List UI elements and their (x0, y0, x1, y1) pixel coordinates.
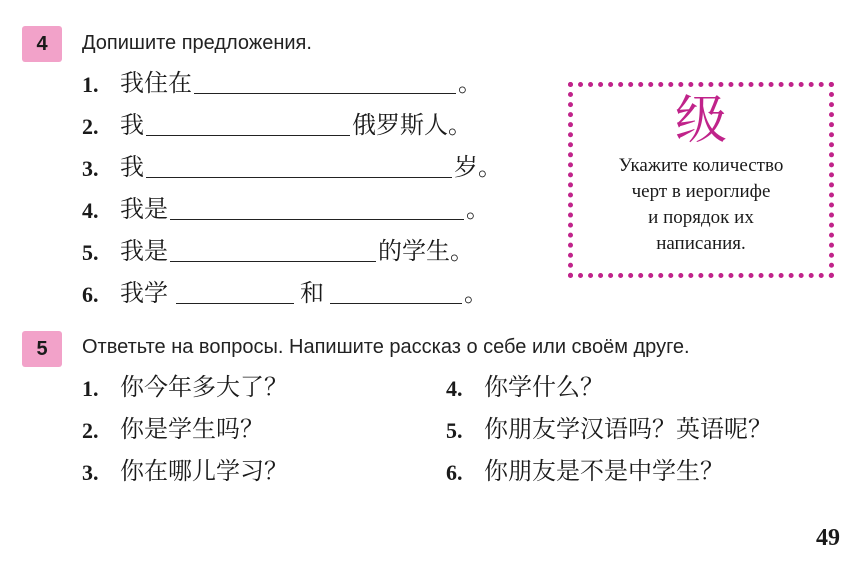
answer-blank[interactable] (146, 155, 452, 178)
item-number: 2. (82, 114, 99, 139)
item-number: 4. (82, 198, 99, 223)
question-number: 2. (82, 418, 99, 443)
question-text: 你今年多大了？ (120, 373, 288, 401)
question-text: 你学什么？ (484, 373, 604, 401)
item-number: 5. (82, 240, 99, 265)
note-line: и порядок их (648, 207, 754, 228)
answer-blank[interactable] (146, 113, 350, 136)
item-text-pre: 我 (120, 111, 144, 139)
question-text: 你朋友学汉语吗？英语呢？ (484, 415, 772, 443)
item-text-post: 。 (464, 279, 488, 307)
item-text-pre: 我住在 (120, 69, 192, 97)
ex5-question-3 (82, 454, 288, 486)
answer-blank[interactable] (176, 281, 294, 304)
answer-blank[interactable] (170, 239, 376, 262)
item-text-pre: 我学 (120, 279, 168, 307)
ex5-question-4 (446, 370, 604, 402)
question-number: 4. (446, 376, 463, 401)
item-number: 3. (82, 156, 99, 181)
item-text-pre: 我 (120, 153, 144, 181)
ex5-question-6 (446, 454, 724, 486)
stroke-order-note-box (568, 82, 834, 278)
ex5-question-2 (82, 412, 264, 444)
question-number: 1. (82, 376, 99, 401)
exercise-5-badge: 5 (22, 331, 62, 367)
page-number: 49 (816, 525, 840, 551)
exercise-5-instruction: Ответьте на вопросы. Напишите рассказ о себе или своём друге. (82, 336, 690, 358)
note-line: написания. (656, 233, 746, 254)
ex5-question-5 (446, 412, 772, 444)
ex5-question-1 (82, 370, 288, 402)
exercise-4-instruction: Допишите предложения. (82, 32, 312, 54)
item-text-post: 。 (458, 69, 482, 97)
hieroglyph: 级 (674, 91, 727, 151)
item-text-post: 俄罗斯人。 (352, 111, 472, 139)
note-line: черт в иероглифе (631, 181, 771, 202)
question-number: 3. (82, 460, 99, 485)
question-text: 你是学生吗？ (120, 415, 264, 443)
question-text: 你朋友是不是中学生？ (484, 457, 724, 485)
answer-blank[interactable] (194, 71, 456, 94)
item-text-post: 的学生。 (378, 237, 474, 265)
item-text-pre: 我是 (120, 195, 168, 223)
item-text-mid: 和 (300, 279, 324, 307)
question-number: 5. (446, 418, 463, 443)
ex4-item-2 (82, 110, 472, 140)
item-text-pre: 我是 (120, 237, 168, 265)
ex4-item-3 (82, 152, 502, 182)
ex4-item-5 (82, 236, 474, 266)
question-number: 6. (446, 460, 463, 485)
item-number: 1. (82, 72, 99, 97)
item-number: 6. (82, 282, 99, 307)
answer-blank[interactable] (170, 197, 464, 220)
note-line: Укажите количество (618, 155, 784, 176)
answer-blank[interactable] (330, 281, 462, 304)
exercise-4-badge: 4 (22, 26, 62, 62)
item-text-post: 岁。 (454, 153, 502, 181)
ex4-item-6 (82, 278, 488, 308)
ex4-item-1 (82, 68, 482, 98)
ex4-item-4 (82, 194, 490, 224)
item-text-post: 。 (466, 195, 490, 223)
question-text: 你在哪儿学习？ (120, 457, 288, 485)
